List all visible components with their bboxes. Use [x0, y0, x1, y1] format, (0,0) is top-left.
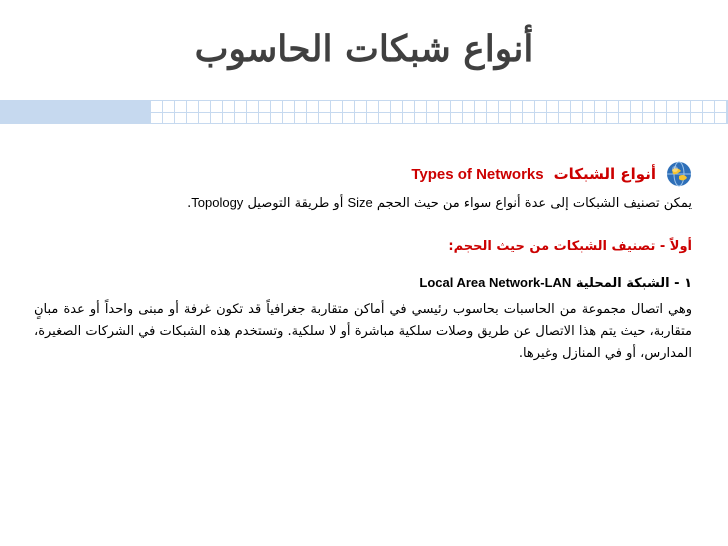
types-heading-row — [34, 156, 692, 192]
lan-description: وهي اتصال مجموعة من الحاسبات بحاسوب رئيسي في أماكن متقاربة جغرافياً قد تكون غرفة أو مبنى واحداً أو عدة مبانٍ متقاربة، حيث يتم هذا الاتصال عن طريق وصلات سلكية مباشرة أو لا سلكية. وتستخدم هذه الشبكات في الشركات الصغيرة، المدارس، أو في المنازل وغيرها. — [34, 302, 692, 361]
intro-paragraph — [34, 192, 692, 215]
slide-title: أنواع شبكات الحاسوب — [194, 28, 534, 70]
globe-bullet-icon — [666, 161, 692, 187]
lan-heading — [34, 271, 692, 295]
intro-text-2: أو طريقة التوصيل — [247, 196, 344, 211]
lan-title-ar: الشبكة المحلية — [575, 276, 670, 291]
intro-end-period: . — [187, 196, 192, 211]
intro-topology-en: Topology — [191, 195, 244, 210]
title-bar-grid — [150, 100, 728, 124]
classification-heading: أولاً - تصنيف الشبكات من حيث الحجم: — [448, 239, 692, 254]
title-bar-solid — [0, 100, 150, 124]
slide-body — [34, 156, 692, 365]
types-heading-en: Types of Networks — [411, 165, 544, 183]
lan-number: ١ - — [674, 276, 692, 291]
intro-text-1: يمكن تصنيف الشبكات إلى عدة أنواع سواء من حيث الحجم — [376, 196, 692, 211]
intro-size-en: Size — [347, 195, 373, 210]
types-heading-ar: أنواع الشبكات — [553, 165, 656, 183]
lan-title-en: Local Area Network-LAN — [419, 275, 572, 290]
title-underline-bar — [0, 100, 728, 124]
